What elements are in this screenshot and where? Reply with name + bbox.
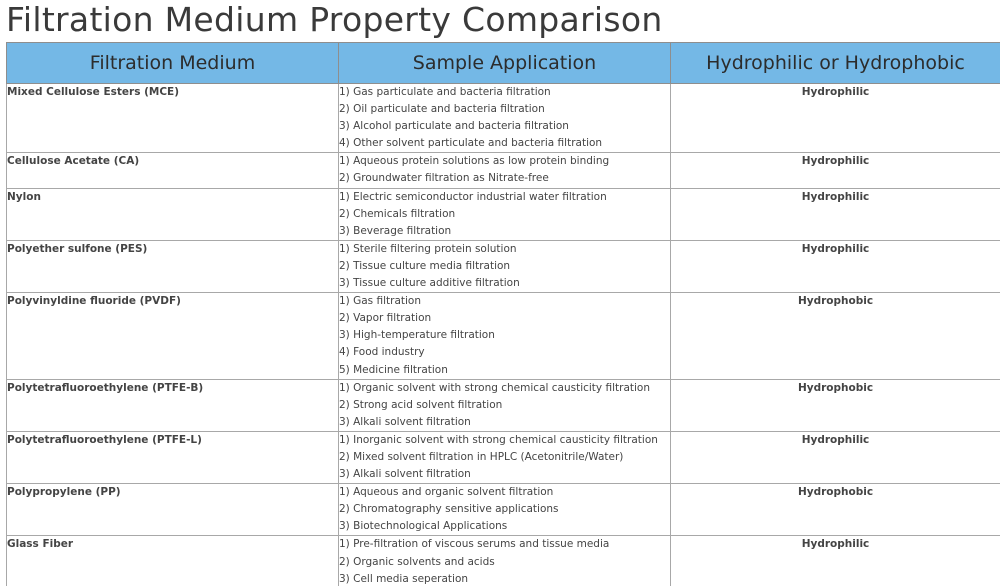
header-sample-application: Sample Application	[339, 43, 671, 84]
application-item: 2) Groundwater filtration as Nitrate-free	[339, 172, 549, 185]
medium-name: Polyvinyldine fluoride (PVDF)	[7, 295, 181, 308]
table-row	[7, 84, 1000, 153]
hydro-property-cell: Hydrophobic	[671, 293, 1000, 379]
application-item: 2) Strong acid solvent filtration	[339, 398, 503, 411]
application-item: 2) Chemicals filtration	[339, 207, 456, 220]
application-item: 2) Oil particulate and bacteria filtration	[339, 103, 545, 116]
comparison-table	[6, 42, 1000, 586]
hydro-property-cell: Hydrophilic	[671, 84, 1000, 153]
application-item: 1) Aqueous protein solutions as low protein binding	[339, 155, 610, 168]
medium-name: Polypropylene (PP)	[7, 486, 121, 499]
application-item: 3) Alkali solvent filtration	[339, 415, 471, 428]
application-item: 3) Alcohol particulate and bacteria filtration	[339, 120, 569, 133]
application-item: 1) Sterile filtering protein solution	[339, 242, 517, 255]
table-row	[7, 188, 1000, 240]
hydro-property-cell: Hydrophilic	[671, 188, 1000, 240]
application-item: 1) Organic solvent with strong chemical causticity filtration	[339, 381, 650, 394]
medium-name: Polytetrafluoroethylene (PTFE-L)	[7, 433, 202, 446]
filtration-medium-cell	[7, 379, 339, 431]
application-item: 5) Medicine filtration	[339, 363, 448, 376]
hydro-property-cell: Hydrophobic	[671, 379, 1000, 431]
medium-name: Nylon	[7, 190, 41, 203]
header-hydrophilic-hydrophobic: Hydrophilic or Hydrophobic	[671, 43, 1000, 84]
hydro-property-cell: Hydrophilic	[671, 536, 1000, 586]
application-item: 2) Organic solvents and acids	[339, 555, 495, 568]
application-item: 3) Tissue culture additive filtration	[339, 277, 520, 290]
filtration-medium-cell	[7, 431, 339, 483]
application-item: 1) Electric semiconductor industrial water filtration	[339, 190, 607, 203]
table-row	[7, 240, 1000, 292]
sample-application-cell	[339, 240, 671, 292]
table-row	[7, 153, 1000, 188]
medium-name: Polytetrafluoroethylene (PTFE-B)	[7, 381, 204, 394]
table-row	[7, 536, 1000, 586]
application-item: 1) Pre-filtration of viscous serums and tissue media	[339, 538, 610, 551]
sample-application-cell	[339, 431, 671, 483]
filtration-medium-cell	[7, 240, 339, 292]
application-item: 3) Beverage filtration	[339, 224, 452, 237]
header-filtration-medium: Filtration Medium	[7, 43, 339, 84]
header-row	[7, 43, 1000, 84]
application-item: 2) Mixed solvent filtration in HPLC (Acetonitrile/Water)	[339, 450, 624, 463]
hydro-property-cell: Hydrophilic	[671, 431, 1000, 483]
medium-name: Mixed Cellulose Esters (MCE)	[7, 86, 180, 98]
table-row	[7, 484, 1000, 536]
application-item: 2) Vapor filtration	[339, 312, 432, 325]
table-row	[7, 293, 1000, 379]
filtration-medium-cell	[7, 484, 339, 536]
application-item: 4) Food industry	[339, 346, 425, 359]
filtration-medium-cell	[7, 536, 339, 586]
application-item: 2) Chromatography sensitive applications	[339, 503, 559, 516]
filtration-medium-cell	[7, 188, 339, 240]
hydro-property-cell: Hydrophilic	[671, 153, 1000, 188]
sample-application-cell	[339, 84, 671, 153]
hydro-property-cell: Hydrophobic	[671, 484, 1000, 536]
application-item: 1) Aqueous and organic solvent filtration	[339, 486, 554, 499]
sample-application-cell	[339, 293, 671, 379]
table-row	[7, 379, 1000, 431]
filtration-medium-cell	[7, 153, 339, 188]
application-item: 3) Alkali solvent filtration	[339, 468, 471, 481]
sample-application-cell	[339, 484, 671, 536]
sample-application-cell	[339, 536, 671, 586]
filtration-medium-cell	[7, 84, 339, 153]
application-item: 3) Cell media seperation	[339, 572, 469, 585]
medium-name: Cellulose Acetate (CA)	[7, 155, 140, 168]
sample-application-cell	[339, 379, 671, 431]
medium-name: Polyether sulfone (PES)	[7, 242, 148, 255]
filtration-medium-cell	[7, 293, 339, 379]
sample-application-cell	[339, 153, 671, 188]
sample-application-cell	[339, 188, 671, 240]
medium-name: Glass Fiber	[7, 538, 74, 551]
application-item: 1) Inorganic solvent with strong chemical causticity filtration	[339, 433, 658, 446]
application-item: 3) High-temperature filtration	[339, 329, 495, 342]
application-item: 3) Biotechnological Applications	[339, 520, 508, 533]
application-item: 1) Gas particulate and bacteria filtration	[339, 86, 551, 98]
hydro-property-cell: Hydrophilic	[671, 240, 1000, 292]
table-row	[7, 431, 1000, 483]
application-item: 4) Other solvent particulate and bacteria filtration	[339, 137, 603, 150]
application-item: 1) Gas filtration	[339, 295, 422, 308]
page-title: Filtration Medium Property Comparison	[6, 0, 663, 39]
application-item: 2) Tissue culture media filtration	[339, 259, 511, 272]
